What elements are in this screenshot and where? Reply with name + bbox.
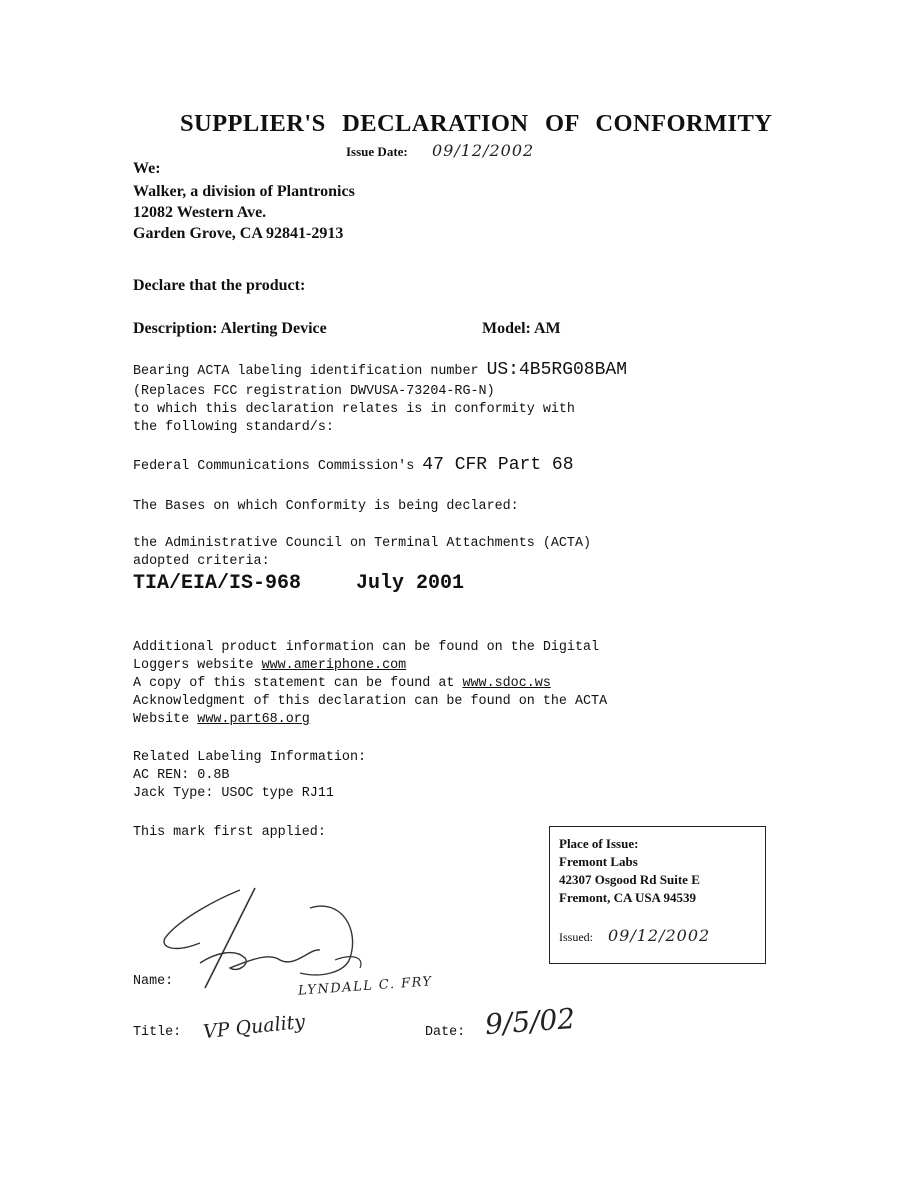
supplier-address-2: Garden Grove, CA 92841-2913	[133, 225, 344, 242]
labeling-ren: AC REN: 0.8B	[133, 768, 230, 783]
declare-statement: Declare that the product:	[133, 277, 306, 294]
additional-line-2: Loggers website www.ameriphone.com	[133, 658, 407, 673]
product-description: Description: Alerting Device	[133, 320, 327, 337]
name-label: Name:	[133, 974, 174, 989]
ameriphone-link[interactable]: www.ameriphone.com	[261, 658, 407, 673]
issued-label: Issued:	[559, 930, 593, 944]
place-label: Place of Issue:	[559, 836, 639, 851]
bearing-line-3: to which this declaration relates is in conformity with	[133, 402, 575, 417]
supplier-name: Walker, a division of Plantronics	[133, 183, 355, 200]
issue-date-label: Issue Date:	[346, 144, 408, 159]
place-street: 42307 Osgood Rd Suite E	[559, 872, 700, 887]
bases-line: The Bases on which Conformity is being declared:	[133, 499, 519, 514]
product-model: Model: AM	[482, 320, 561, 337]
additional-line-1: Additional product information can be found on the Digital	[133, 640, 600, 655]
council-line-2: adopted criteria:	[133, 554, 270, 569]
criteria-standard: TIA/EIA/IS-968	[133, 572, 302, 595]
document-title: SUPPLIER'S DECLARATION OF CONFORMITY	[180, 110, 773, 137]
place-of-issue-box	[549, 826, 766, 964]
fcc-line: Federal Communications Commission's 47 CFR Part 68	[133, 455, 574, 475]
additional-line-3: A copy of this statement can be found at www.sdoc.ws	[133, 676, 551, 691]
title-value: VP Quality	[202, 1010, 307, 1044]
labeling-header: Related Labeling Information:	[133, 750, 367, 765]
part68-link[interactable]: www.part68.org	[197, 712, 310, 727]
issued-value: 09/12/2002	[608, 926, 711, 945]
we-label: We:	[133, 160, 161, 177]
labeling-jack: Jack Type: USOC type RJ11	[133, 786, 334, 801]
fcc-standard: 47 CFR Part 68	[422, 455, 574, 475]
supplier-address-1: 12082 Western Ave.	[133, 204, 267, 221]
issue-date-value: 09/12/2002	[432, 141, 535, 160]
date-value: 9/5/02	[483, 1001, 577, 1042]
additional-line-5: Website www.part68.org	[133, 712, 310, 727]
bearing-line-4: the following standard/s:	[133, 420, 334, 435]
place-city: Fremont, CA USA 94539	[559, 890, 696, 905]
signature-printed-name: LYNDALL C. FRY	[297, 974, 434, 999]
title-label: Title:	[133, 1025, 182, 1040]
date-label: Date:	[425, 1025, 466, 1040]
mark-applied-line: This mark first applied:	[133, 825, 326, 840]
additional-line-4: Acknowledgment of this declaration can be found on the ACTA	[133, 694, 608, 709]
criteria-date: July 2001	[356, 572, 465, 595]
council-line-1: the Administrative Council on Terminal Attachments (ACTA)	[133, 536, 592, 551]
sdoc-link[interactable]: www.sdoc.ws	[462, 676, 551, 691]
bearing-line-2: (Replaces FCC registration DWVUSA-73204-RG-N)	[133, 384, 495, 399]
place-name: Fremont Labs	[559, 854, 638, 869]
bearing-line-1: Bearing ACTA labeling identification number US:4B5RG08BAM	[133, 360, 628, 380]
acta-number: US:4B5RG08BAM	[486, 360, 628, 380]
